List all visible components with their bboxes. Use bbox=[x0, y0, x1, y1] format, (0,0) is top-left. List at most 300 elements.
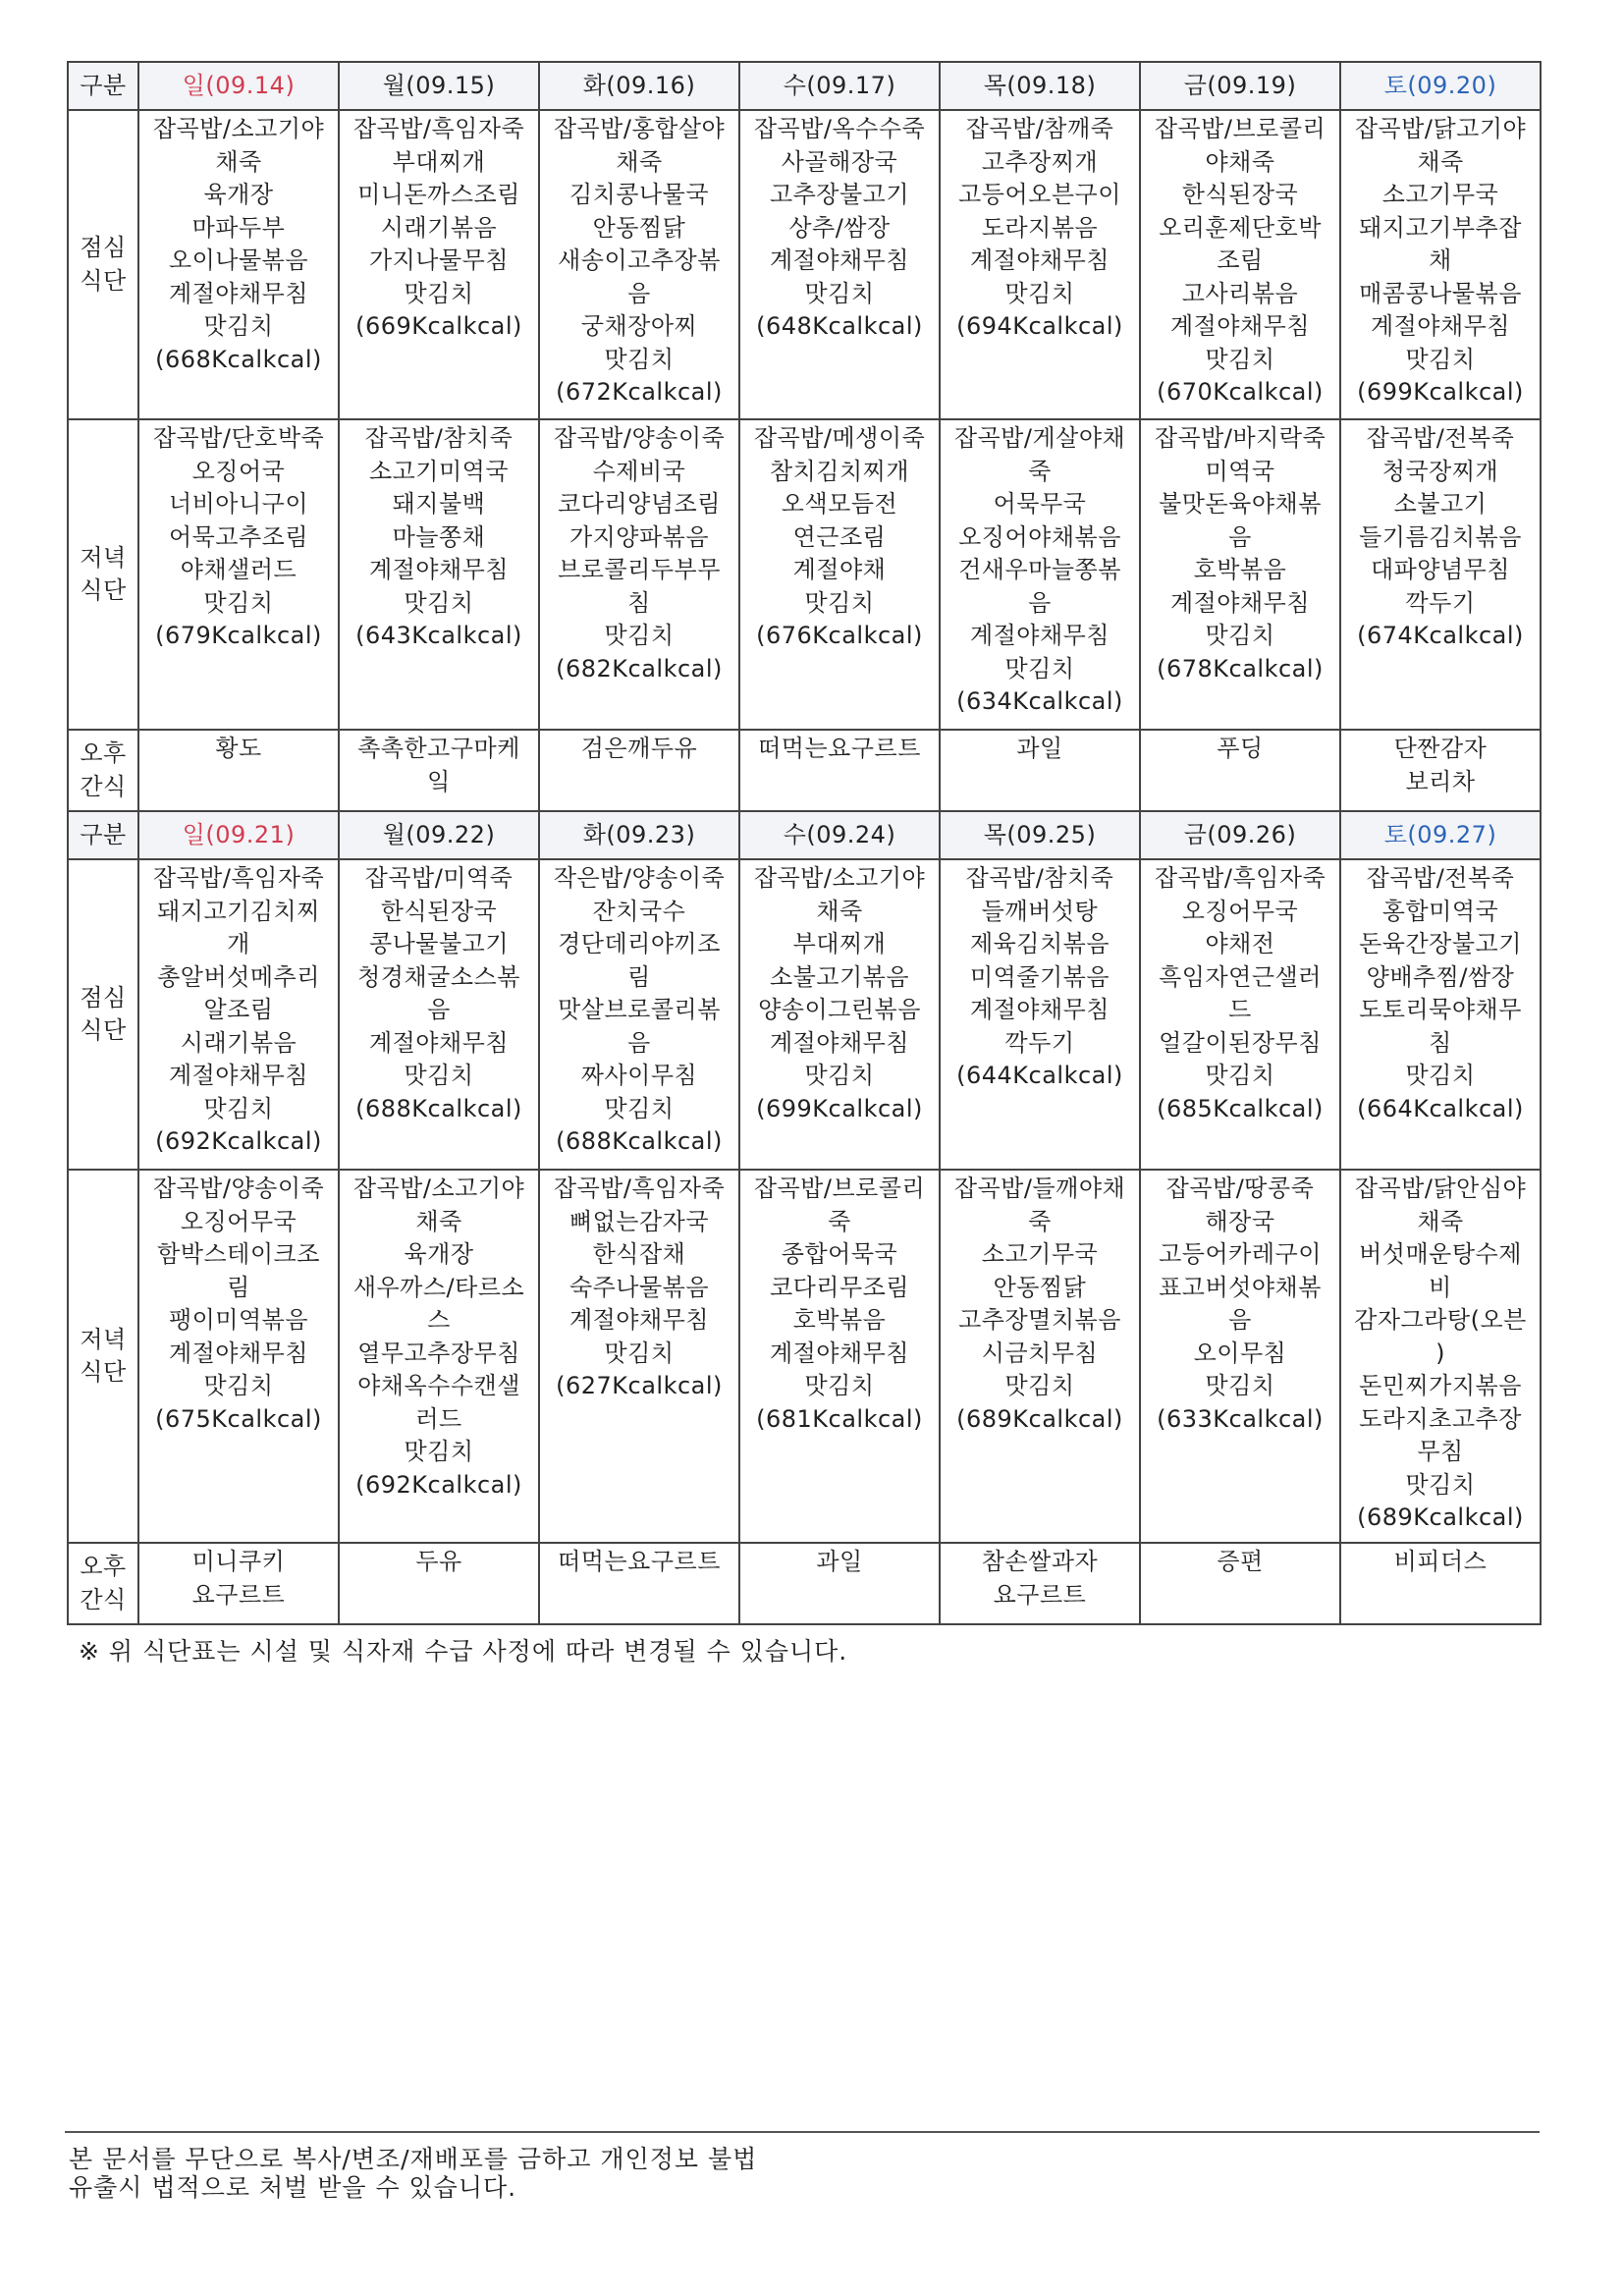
snack-menu-cell bbox=[1140, 730, 1340, 811]
menu-item: 새송이고추장볶 bbox=[558, 246, 721, 274]
menu-item: 종합어묵국 bbox=[781, 1240, 898, 1268]
day-header bbox=[1140, 62, 1340, 110]
dinner-row bbox=[68, 1170, 1541, 1543]
menu-item: 맛김치 bbox=[604, 1339, 675, 1367]
menu-item: 채죽 bbox=[1417, 147, 1464, 176]
day-label: 월(09.22) bbox=[382, 820, 496, 848]
menu-item: 개 bbox=[227, 930, 250, 957]
menu-item: 돈육간장불고기 bbox=[1359, 930, 1522, 957]
menu-item: 뼈없는감자국 bbox=[568, 1207, 710, 1235]
menu-item: 경단데리야끼조 bbox=[558, 930, 721, 957]
menu-item: 청국장찌개 bbox=[1381, 457, 1499, 485]
menu-item: 버섯매운탕수제 bbox=[1359, 1240, 1522, 1268]
lunch-row bbox=[68, 859, 1541, 1170]
menu-item: 계절야채무침 bbox=[368, 556, 510, 583]
lunch-menu-cell bbox=[339, 110, 539, 419]
snack-menu-cell bbox=[138, 1543, 339, 1624]
menu-item: ) bbox=[1435, 1339, 1445, 1367]
menu-item: 한식잡채 bbox=[592, 1240, 686, 1268]
menu-item: 맛김치 bbox=[1004, 279, 1075, 307]
menu-item: 호박볶음 bbox=[792, 1306, 887, 1334]
header-label: 구분 bbox=[68, 62, 138, 110]
snack-label: 오후 간식 bbox=[68, 730, 138, 811]
day-label: 토(09.27) bbox=[1383, 820, 1497, 848]
menu-item: 오이무침 bbox=[1193, 1339, 1287, 1367]
menu-item: (627Kcalkcal) bbox=[556, 1372, 723, 1399]
menu-item: 소불고기 bbox=[1393, 490, 1488, 518]
day-label: 수(09.17) bbox=[783, 71, 896, 99]
menu-item: 연근조림 bbox=[792, 522, 887, 551]
menu-item: 음 bbox=[1028, 588, 1052, 617]
snack-menu-cell bbox=[539, 1543, 739, 1624]
menu-item: 림 bbox=[227, 1273, 250, 1301]
menu-item: 잡곡밥/바지락죽 bbox=[1154, 424, 1326, 452]
menu-item: 돼지고기부추잡 bbox=[1359, 213, 1522, 242]
menu-item: (699Kcalkcal) bbox=[1357, 378, 1524, 406]
dinner-menu-cell bbox=[138, 419, 339, 730]
dinner-menu-cell bbox=[539, 419, 739, 730]
menu-item: 침 bbox=[627, 588, 651, 617]
menu-item: 가지양파볶음 bbox=[568, 522, 710, 551]
menu-item: 비피더스 bbox=[1393, 1548, 1488, 1575]
menu-item: 시래기볶음 bbox=[380, 213, 498, 242]
menu-item: (682Kcalkcal) bbox=[556, 654, 723, 683]
day-header bbox=[539, 811, 739, 859]
menu-item: 맛김치 bbox=[1405, 1470, 1476, 1499]
menu-item: 죽 bbox=[1028, 1207, 1052, 1235]
menu-item: 침 bbox=[1429, 1028, 1452, 1057]
menu-item: 채죽 bbox=[816, 897, 863, 925]
dinner-menu-cell bbox=[739, 419, 940, 730]
menu-item: 계절야채무침 bbox=[1370, 312, 1511, 340]
lunch-label: 점심 식단 bbox=[68, 110, 138, 419]
snack-row bbox=[68, 730, 1541, 811]
menu-item: (668Kcalkcal) bbox=[155, 345, 322, 373]
snack-menu-cell bbox=[739, 730, 940, 811]
menu-item: 가지나물무침 bbox=[368, 246, 510, 274]
snack-menu-cell bbox=[1140, 1543, 1340, 1624]
menu-item: 마늘쫑채 bbox=[392, 522, 486, 551]
menu-item: 들기름김치볶음 bbox=[1359, 522, 1522, 551]
menu-item: 잡곡밥/전복죽 bbox=[1366, 424, 1515, 452]
lunch-menu-cell bbox=[1340, 110, 1541, 419]
menu-item: 황도 bbox=[215, 735, 262, 762]
menu-item: 안동찜닭 bbox=[592, 213, 686, 242]
menu-item: 잡곡밥/소고기야 bbox=[753, 864, 926, 892]
menu-item: 오징어무국 bbox=[1181, 897, 1299, 925]
lunch-menu-cell bbox=[739, 859, 940, 1170]
menu-item: 오이나물볶음 bbox=[168, 246, 309, 274]
menu-item: 야채죽 bbox=[1205, 147, 1275, 176]
menu-item: 잡곡밥/단호박죽 bbox=[152, 424, 325, 452]
dinner-menu-cell bbox=[138, 1170, 339, 1543]
day-label: 월(09.15) bbox=[382, 71, 496, 99]
menu-item: 한식된장국 bbox=[380, 897, 498, 925]
dinner-menu-cell bbox=[1140, 419, 1340, 730]
menu-item: 청경채굴소스볶 bbox=[357, 962, 520, 991]
menu-item: 코다리양념조림 bbox=[558, 490, 721, 518]
menu-item: 마파두부 bbox=[191, 213, 286, 242]
menu-item: 잌 bbox=[427, 767, 451, 795]
menu-item: 작은밥/양송이죽 bbox=[553, 864, 726, 892]
menu-item: (679Kcalkcal) bbox=[155, 622, 322, 649]
day-label: 화(09.16) bbox=[582, 71, 696, 99]
menu-item: (688Kcalkcal) bbox=[355, 1094, 522, 1122]
menu-item: 계절야채무침 bbox=[769, 1028, 910, 1057]
menu-item: (633Kcalkcal) bbox=[1157, 1404, 1324, 1433]
menu-item: (689Kcalkcal) bbox=[1357, 1503, 1524, 1531]
menu-item: 고사리볶음 bbox=[1181, 279, 1299, 307]
menu-item: 건새우마늘쫑볶 bbox=[958, 556, 1121, 583]
menu-item: 러드 bbox=[415, 1404, 462, 1433]
menu-item: 비 bbox=[1429, 1273, 1452, 1301]
day-header bbox=[940, 811, 1140, 859]
menu-item: 잡곡밥/닭고기야 bbox=[1354, 115, 1527, 142]
dinner-menu-cell bbox=[940, 419, 1140, 730]
menu-item: (699Kcalkcal) bbox=[756, 1094, 923, 1122]
menu-item: 오징어야채볶음 bbox=[958, 522, 1121, 551]
menu-item: 오리훈제단호박 bbox=[1159, 213, 1322, 242]
menu-item: 계절야채무침 bbox=[969, 246, 1110, 274]
menu-item: 스 bbox=[427, 1306, 451, 1334]
menu-item: 잡곡밥/옥수수죽 bbox=[753, 115, 926, 142]
menu-item: 맛김치 bbox=[1004, 1372, 1075, 1399]
menu-item: (676Kcalkcal) bbox=[756, 622, 923, 649]
menu-item: 계절야채무침 bbox=[769, 246, 910, 274]
menu-item: 음 bbox=[1228, 522, 1252, 551]
menu-item: 맛김치 bbox=[404, 588, 474, 617]
day-label: 목(09.18) bbox=[983, 71, 1097, 99]
menu-item: 고추장불고기 bbox=[769, 181, 910, 208]
menu-item: 고추장멸치볶음 bbox=[958, 1306, 1121, 1334]
menu-item: 계절야채무침 bbox=[969, 622, 1110, 649]
menu-item: 음 bbox=[627, 279, 651, 307]
menu-item: (694Kcalkcal) bbox=[956, 312, 1123, 340]
menu-item: 사골해장국 bbox=[781, 147, 898, 176]
menu-item: 맛김치 bbox=[203, 1094, 274, 1122]
menu-item: (688Kcalkcal) bbox=[556, 1127, 723, 1155]
menu-item: 잡곡밥/소고기야 bbox=[152, 115, 325, 142]
menu-item: 김치콩나물국 bbox=[568, 181, 710, 208]
lunch-menu-cell bbox=[1340, 859, 1541, 1170]
snack-menu-cell bbox=[138, 730, 339, 811]
menu-item: 소불고기볶음 bbox=[769, 962, 910, 991]
menu-item: 맛김치 bbox=[203, 312, 274, 340]
day-header bbox=[739, 811, 940, 859]
copyright-footer bbox=[69, 2145, 757, 2202]
day-label: 일(09.14) bbox=[182, 71, 296, 99]
menu-item: 채 bbox=[1429, 246, 1452, 274]
dinner-label: 저녁 식단 bbox=[68, 419, 138, 730]
dinner-menu-cell bbox=[339, 1170, 539, 1543]
snack-label: 오후 간식 bbox=[68, 1543, 138, 1624]
menu-item: 알조림 bbox=[203, 996, 274, 1023]
day-header bbox=[339, 62, 539, 110]
footer-divider bbox=[65, 2131, 1540, 2133]
dinner-menu-cell bbox=[1340, 419, 1541, 730]
menu-item: (643Kcalkcal) bbox=[355, 622, 522, 649]
menu-item: 음 bbox=[427, 996, 451, 1023]
menu-item: 궁채장아찌 bbox=[580, 312, 698, 340]
menu-item: (692Kcalkcal) bbox=[155, 1127, 322, 1155]
menu-item: 잡곡밥/양송이죽 bbox=[152, 1175, 325, 1202]
menu-item: 잡곡밥/참치죽 bbox=[364, 424, 514, 452]
menu-item: 코다리무조림 bbox=[769, 1273, 910, 1301]
menu-item: 채죽 bbox=[415, 1207, 462, 1235]
menu-item: 맛김치 bbox=[804, 279, 875, 307]
menu-item: 잡곡밥/흑임자죽 bbox=[1154, 864, 1326, 892]
menu-item: 림 bbox=[627, 962, 651, 991]
lunch-menu-cell bbox=[539, 859, 739, 1170]
menu-item: 오색모듬전 bbox=[781, 490, 898, 518]
menu-item: 죽 bbox=[1028, 457, 1052, 485]
menu-item: (692Kcalkcal) bbox=[355, 1470, 522, 1499]
menu-item: 육개장 bbox=[404, 1240, 474, 1268]
menu-item: 야채옥수수캔샐 bbox=[357, 1372, 520, 1399]
menu-item: 수제비국 bbox=[592, 457, 686, 485]
menu-item: (672Kcalkcal) bbox=[556, 378, 723, 406]
snack-row bbox=[68, 1543, 1541, 1624]
menu-item: 매콤콩나물볶음 bbox=[1359, 279, 1522, 307]
menu-item: 새우까스/타르소 bbox=[352, 1273, 525, 1301]
menu-item: 제육김치볶음 bbox=[969, 930, 1110, 957]
menu-item: (681Kcalkcal) bbox=[756, 1404, 923, 1433]
menu-item: 계절야채무침 bbox=[168, 1062, 309, 1089]
menu-item: 잡곡밥/브로콜리 bbox=[753, 1175, 926, 1202]
menu-item: 양송이그린볶음 bbox=[758, 996, 921, 1023]
menu-item: (678Kcalkcal) bbox=[1157, 654, 1324, 683]
menu-item: 부대찌개 bbox=[792, 930, 887, 957]
menu-item: 무침 bbox=[1417, 1438, 1464, 1465]
menu-item: 죽 bbox=[828, 1207, 851, 1235]
menu-item: 잡곡밥/양송이죽 bbox=[553, 424, 726, 452]
menu-item: 부대찌개 bbox=[392, 147, 486, 176]
menu-item: 맛김치 bbox=[1205, 622, 1275, 649]
menu-item: 맛김치 bbox=[804, 588, 875, 617]
menu-item: 들깨버섯탕 bbox=[981, 897, 1099, 925]
menu-item: 계절야채무침 bbox=[168, 1339, 309, 1367]
menu-item: (670Kcalkcal) bbox=[1157, 378, 1324, 406]
menu-item: 잡곡밥/홍합살야 bbox=[553, 115, 726, 142]
menu-item: 맛김치 bbox=[1205, 345, 1275, 373]
menu-item: 조림 bbox=[1217, 246, 1264, 274]
menu-item: 너비아니구이 bbox=[168, 490, 309, 518]
lunch-menu-cell bbox=[1140, 859, 1340, 1170]
menu-item: 요구르트 bbox=[191, 1580, 286, 1609]
menu-item: 맛김치 bbox=[604, 345, 675, 373]
dinner-label: 저녁 식단 bbox=[68, 1170, 138, 1543]
change-notice: ※ 위 식단표는 시설 및 식자재 수급 사정에 따라 변경될 수 있습니다. bbox=[79, 1637, 848, 1666]
dinner-menu-cell bbox=[339, 419, 539, 730]
menu-item: 채죽 bbox=[215, 147, 262, 176]
menu-item: 잡곡밥/흑임자죽 bbox=[553, 1175, 726, 1202]
lunch-menu-cell bbox=[138, 859, 339, 1170]
menu-item: (685Kcalkcal) bbox=[1157, 1094, 1324, 1122]
dinner-menu-cell bbox=[940, 1170, 1140, 1543]
day-header bbox=[339, 811, 539, 859]
menu-item: 오징어무국 bbox=[180, 1207, 298, 1235]
menu-item: 계절야채무침 bbox=[769, 1339, 910, 1367]
day-label: 금(09.19) bbox=[1183, 71, 1297, 99]
menu-item: 단짠감자 bbox=[1393, 735, 1488, 762]
menu-item: 맛김치 bbox=[604, 1094, 675, 1122]
menu-item: 맛김치 bbox=[604, 622, 675, 649]
menu-item: 잡곡밥/참치죽 bbox=[965, 864, 1114, 892]
menu-item: 떠먹는요구르트 bbox=[558, 1548, 721, 1575]
menu-item: (689Kcalkcal) bbox=[956, 1404, 1123, 1433]
menu-item: 총알버섯메추리 bbox=[157, 962, 320, 991]
week-header-row bbox=[68, 62, 1541, 110]
day-header bbox=[138, 811, 339, 859]
menu-item: 계절야채무침 bbox=[1169, 312, 1311, 340]
menu-item: 채죽 bbox=[1417, 1207, 1464, 1235]
menu-item: 맛김치 bbox=[1205, 1062, 1275, 1089]
menu-item: 표고버섯야채볶 bbox=[1159, 1273, 1322, 1301]
menu-item: 불맛돈육야채볶 bbox=[1159, 490, 1322, 518]
menu-item: 고등어카레구이 bbox=[1159, 1240, 1322, 1268]
day-label: 토(09.20) bbox=[1383, 71, 1497, 99]
menu-item: 검은깨두유 bbox=[580, 735, 698, 762]
menu-item: 팽이미역볶음 bbox=[168, 1306, 309, 1334]
menu-item: 참치김치찌개 bbox=[769, 457, 910, 485]
menu-item: 돼지불백 bbox=[392, 490, 486, 518]
day-header bbox=[1140, 811, 1340, 859]
snack-menu-cell bbox=[940, 1543, 1140, 1624]
menu-item: 맛김치 bbox=[203, 1372, 274, 1399]
menu-item: 잡곡밥/흑임자죽 bbox=[352, 115, 525, 142]
menu-item: 과일 bbox=[1016, 735, 1063, 762]
menu-item: 드 bbox=[1228, 996, 1252, 1023]
menu-item: 촉촉한고구마케 bbox=[357, 735, 520, 762]
menu-item: 미니돈까스조림 bbox=[357, 181, 520, 208]
menu-item: 잡곡밥/게살야채 bbox=[953, 424, 1126, 452]
menu-item: 계절야채무침 bbox=[969, 996, 1110, 1023]
day-header bbox=[1340, 811, 1541, 859]
lunch-menu-cell bbox=[1140, 110, 1340, 419]
menu-item: 맛김치 bbox=[404, 1438, 474, 1465]
day-header bbox=[739, 62, 940, 110]
menu-item: 잡곡밥/들깨야채 bbox=[953, 1175, 1126, 1202]
day-header bbox=[940, 62, 1140, 110]
dinner-menu-cell bbox=[1340, 1170, 1541, 1543]
menu-item: (664Kcalkcal) bbox=[1357, 1094, 1524, 1122]
day-header bbox=[138, 62, 339, 110]
week-header-row bbox=[68, 811, 1541, 859]
menu-item: 잡곡밥/흑임자죽 bbox=[152, 864, 325, 892]
menu-item: 도라지초고추장 bbox=[1359, 1404, 1522, 1433]
dinner-menu-cell bbox=[739, 1170, 940, 1543]
menu-item: 증편 bbox=[1217, 1548, 1264, 1575]
snack-menu-cell bbox=[739, 1543, 940, 1624]
menu-item: 맛김치 bbox=[1405, 1062, 1476, 1089]
menu-item: 두유 bbox=[415, 1548, 462, 1575]
menu-item: 계절야채무침 bbox=[1169, 588, 1311, 617]
menu-item: 맛김치 bbox=[1405, 345, 1476, 373]
menu-item: 고등어오븐구이 bbox=[958, 181, 1121, 208]
menu-item: 육개장 bbox=[203, 181, 274, 208]
menu-item: 음 bbox=[1228, 1306, 1252, 1334]
snack-menu-cell bbox=[339, 1543, 539, 1624]
lunch-menu-cell bbox=[940, 110, 1140, 419]
lunch-menu-cell bbox=[539, 110, 739, 419]
menu-item: 호박볶음 bbox=[1193, 556, 1287, 583]
menu-item: 소고기무국 bbox=[981, 1240, 1099, 1268]
menu-item: 맛김치 bbox=[1004, 654, 1075, 683]
menu-item: 돈민찌가지볶음 bbox=[1359, 1372, 1522, 1399]
menu-item: 열무고추장무침 bbox=[357, 1339, 520, 1367]
lunch-label: 점심 식단 bbox=[68, 859, 138, 1170]
menu-item: 보리차 bbox=[1405, 767, 1476, 795]
menu-item: 잡곡밥/소고기야 bbox=[352, 1175, 525, 1202]
menu-item: 미니쿠키 bbox=[191, 1548, 286, 1575]
menu-item: (634Kcalkcal) bbox=[956, 687, 1123, 715]
menu-item: 상추/쌈장 bbox=[788, 213, 891, 242]
menu-item: 도토리묵야채무 bbox=[1359, 996, 1522, 1023]
day-label: 금(09.26) bbox=[1183, 820, 1297, 848]
menu-item: 맛김치 bbox=[1205, 1372, 1275, 1399]
dinner-row bbox=[68, 419, 1541, 730]
menu-item: 맛김치 bbox=[404, 279, 474, 307]
menu-item: 도라지볶음 bbox=[981, 213, 1099, 242]
menu-item: 양배추찜/쌈장 bbox=[1366, 962, 1515, 991]
footer-line-2: 유출시 법적으로 처벌 받을 수 있습니다. bbox=[69, 2173, 517, 2202]
menu-item: 콩나물불고기 bbox=[368, 930, 510, 957]
snack-menu-cell bbox=[940, 730, 1140, 811]
day-header bbox=[1340, 62, 1541, 110]
menu-item: 함박스테이크조 bbox=[157, 1240, 320, 1268]
menu-item: 짜사이무침 bbox=[580, 1062, 698, 1089]
menu-item: 야채전 bbox=[1205, 930, 1275, 957]
day-header bbox=[539, 62, 739, 110]
menu-item: 얼갈이된장무침 bbox=[1159, 1028, 1322, 1057]
menu-item: 계절야채 bbox=[792, 556, 887, 583]
menu-item: 잡곡밥/참깨죽 bbox=[965, 115, 1114, 142]
menu-item: 돼지고기김치찌 bbox=[157, 897, 320, 925]
menu-item: 맛김치 bbox=[203, 588, 274, 617]
menu-item: 음 bbox=[627, 1028, 651, 1057]
dinner-menu-cell bbox=[1140, 1170, 1340, 1543]
menu-item: 푸딩 bbox=[1217, 735, 1264, 762]
day-label: 일(09.21) bbox=[182, 820, 296, 848]
day-label: 수(09.24) bbox=[783, 820, 896, 848]
menu-item: 떠먹는요구르트 bbox=[758, 735, 921, 762]
menu-item: 잡곡밥/브로콜리 bbox=[1154, 115, 1326, 142]
menu-item: 맛김치 bbox=[404, 1062, 474, 1089]
menu-item: 시래기볶음 bbox=[180, 1028, 298, 1057]
meal-plan-table bbox=[67, 61, 1542, 1625]
menu-item: 고추장찌개 bbox=[981, 147, 1099, 176]
menu-item: 요구르트 bbox=[993, 1580, 1087, 1609]
menu-item: 과일 bbox=[816, 1548, 863, 1575]
menu-item: 홍합미역국 bbox=[1381, 897, 1499, 925]
lunch-menu-cell bbox=[940, 859, 1140, 1170]
menu-item: 잡곡밥/전복죽 bbox=[1366, 864, 1515, 892]
menu-item: 숙주나물볶음 bbox=[568, 1273, 710, 1301]
menu-item: 맛김치 bbox=[804, 1062, 875, 1089]
header-label: 구분 bbox=[68, 811, 138, 859]
menu-item: 맛김치 bbox=[804, 1372, 875, 1399]
menu-item: 계절야채무침 bbox=[168, 279, 309, 307]
snack-menu-cell bbox=[539, 730, 739, 811]
menu-item: 대파양념무침 bbox=[1370, 556, 1511, 583]
lunch-menu-cell bbox=[138, 110, 339, 419]
day-label: 목(09.25) bbox=[983, 820, 1097, 848]
menu-item: 미역국 bbox=[1205, 457, 1275, 485]
menu-item: 오징어국 bbox=[191, 457, 286, 485]
menu-item: (644Kcalkcal) bbox=[956, 1062, 1123, 1089]
menu-item: 잔치국수 bbox=[592, 897, 686, 925]
menu-item: 시금치무침 bbox=[981, 1339, 1099, 1367]
